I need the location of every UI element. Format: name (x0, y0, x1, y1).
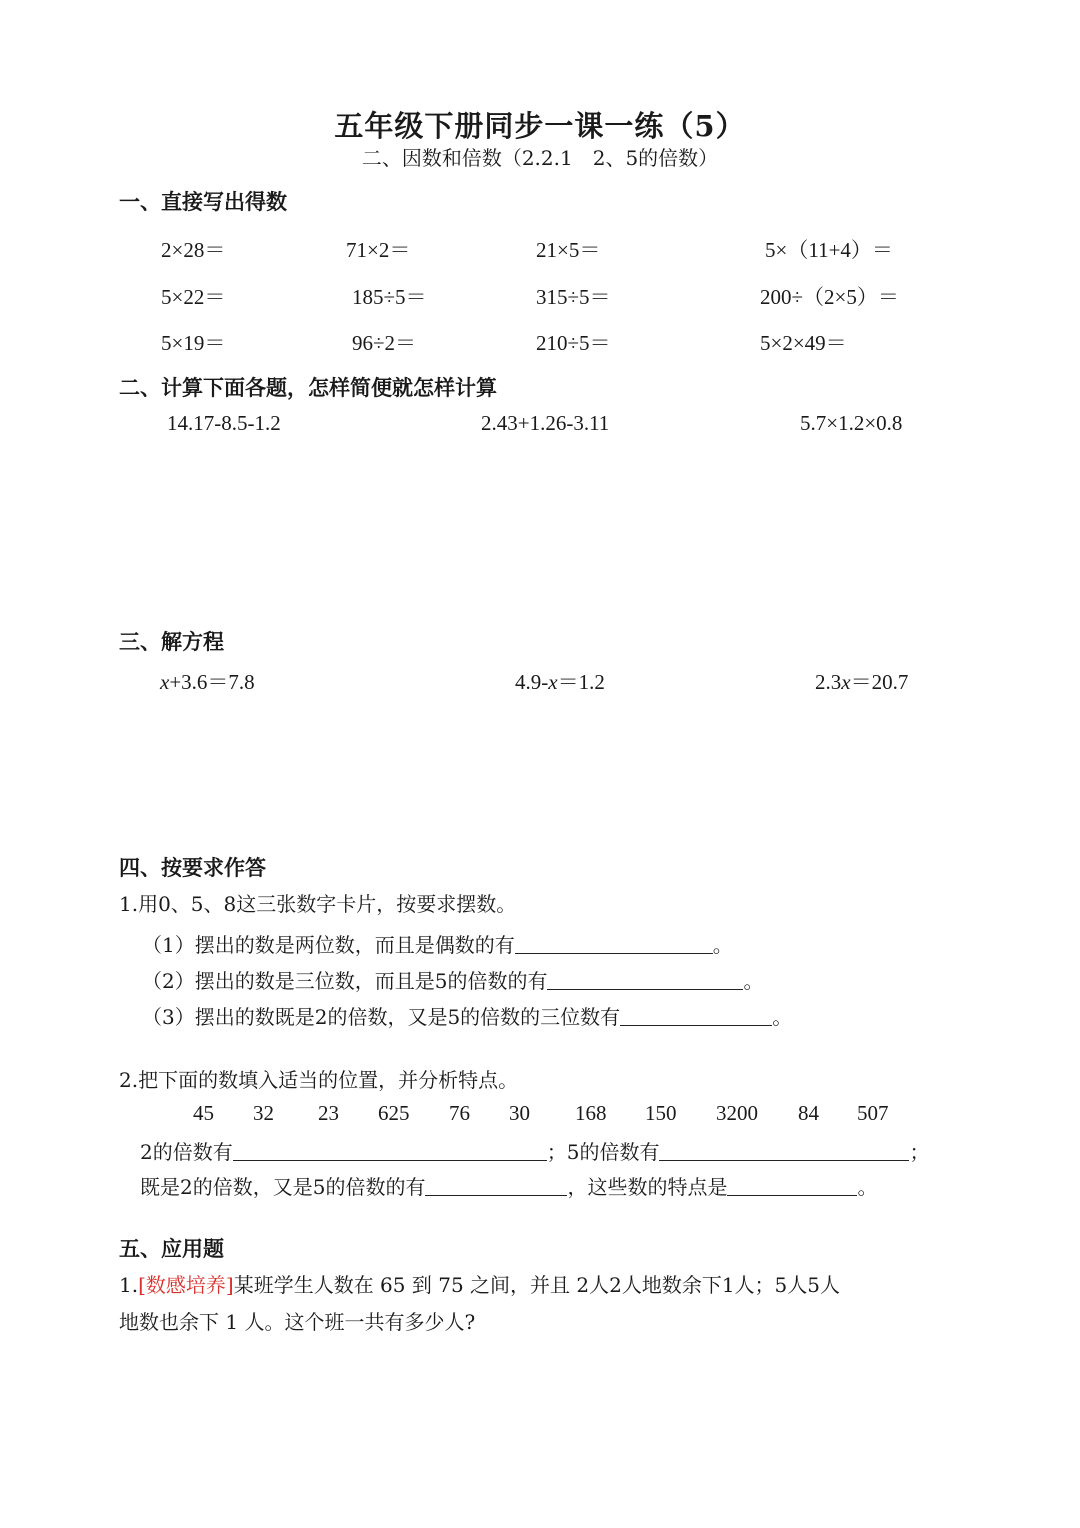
answer-blank[interactable] (620, 1005, 772, 1026)
equation-item (815, 666, 908, 696)
variable: x (548, 670, 558, 694)
number-item: 84 (798, 1101, 819, 1125)
semicolon: ； (909, 1140, 930, 1164)
equation-lead: 4.9- (515, 670, 549, 694)
oral-calc-item: 2×28＝ (161, 238, 226, 262)
answer-blank[interactable] (233, 1140, 547, 1161)
equation-item (160, 666, 255, 696)
fill-line (140, 1136, 929, 1165)
number-item: 45 (193, 1101, 214, 1125)
oral-calc-item: 71×2＝ (346, 238, 411, 262)
oral-calc-item: 5×（11+4）＝ (765, 238, 893, 262)
question-text: 1.用0、5、8这三张数字卡片，按要求摆数。 (119, 892, 517, 916)
question-part (142, 929, 733, 958)
number-item: 625 (378, 1101, 410, 1125)
number-item: 76 (449, 1101, 470, 1125)
number-item: 23 (318, 1101, 339, 1125)
answer-blank[interactable] (727, 1175, 857, 1196)
question-part (142, 965, 763, 994)
number-item: 507 (857, 1101, 889, 1125)
variable: x (841, 670, 851, 694)
number-item: 32 (253, 1101, 274, 1125)
section-5-heading: 五、应用题 (119, 1236, 224, 1261)
simplify-calc-item: 5.7×1.2×0.8 (800, 411, 903, 435)
equation-rest: +3.6＝7.8 (169, 670, 255, 694)
question-text: 2.把下面的数填入适当的位置，并分析特点。 (119, 1068, 519, 1092)
fill-line (140, 1171, 877, 1200)
page-subtitle: 二、因数和倍数（2.2.1 2、5的倍数） (361, 146, 719, 170)
question-part (142, 1001, 792, 1030)
oral-calc-item: 185÷5＝ (352, 285, 427, 309)
number-item: 168 (575, 1101, 607, 1125)
fill-label: ；5的倍数有 (546, 1140, 660, 1164)
question-number: 1. (119, 1273, 139, 1297)
number-item: 150 (645, 1101, 677, 1125)
oral-calc-item: 200÷（2×5）＝ (760, 285, 899, 309)
problem-text: 某班学生人数在 65 到 75 之间，并且 2人2人地数余下1人；5人5人 (233, 1273, 841, 1297)
equation-lead: 2.3 (815, 670, 842, 694)
period: 。 (743, 969, 764, 993)
section-1-heading: 一、直接写出得数 (119, 189, 287, 214)
period: 。 (857, 1175, 878, 1199)
equation-rest: ＝20.7 (850, 670, 909, 694)
period: 。 (772, 1005, 793, 1029)
section-3-heading: 三、解方程 (119, 629, 224, 654)
oral-calc-item: 21×5＝ (536, 238, 601, 262)
question-part-text: （2）摆出的数是三位数，而且是5的倍数的有 (142, 969, 548, 993)
oral-calc-item: 5×2×49＝ (760, 331, 847, 355)
page-title: 五年级下册同步一课一练（5） (334, 109, 746, 143)
fill-label: ，这些数的特点是 (567, 1175, 728, 1199)
oral-calc-item: 96÷2＝ (352, 331, 417, 355)
oral-calc-item: 5×19＝ (161, 331, 226, 355)
word-problem-line: 地数也余下 1 人。这个班一共有多少人? (119, 1310, 476, 1334)
answer-blank[interactable] (515, 933, 713, 954)
variable: x (160, 670, 170, 694)
equation-rest: ＝1.2 (557, 670, 605, 694)
simplify-calc-item: 2.43+1.26-3.11 (481, 411, 610, 435)
question-part-text: （3）摆出的数既是2的倍数，又是5的倍数的三位数有 (142, 1005, 621, 1029)
number-item: 3200 (716, 1101, 758, 1125)
period: 。 (712, 933, 733, 957)
number-item: 30 (509, 1101, 530, 1125)
oral-calc-item: 210÷5＝ (536, 331, 611, 355)
section-2-heading: 二、计算下面各题，怎样简便就怎样计算 (119, 375, 497, 400)
answer-blank[interactable] (425, 1175, 567, 1196)
question-part-text: （1）摆出的数是两位数，而且是偶数的有 (142, 933, 515, 957)
answer-blank[interactable] (659, 1140, 909, 1161)
simplify-calc-item: 14.17-8.5-1.2 (167, 411, 281, 435)
word-problem-line (119, 1269, 840, 1298)
skill-tag: [数感培养] (138, 1273, 234, 1297)
equation-item (515, 666, 605, 696)
oral-calc-item: 315÷5＝ (536, 285, 611, 309)
fill-label: 既是2的倍数，又是5的倍数的有 (140, 1175, 426, 1199)
section-4-heading: 四、按要求作答 (119, 855, 266, 880)
answer-blank[interactable] (547, 969, 743, 990)
oral-calc-item: 5×22＝ (161, 285, 226, 309)
fill-label: 2的倍数有 (140, 1140, 233, 1164)
